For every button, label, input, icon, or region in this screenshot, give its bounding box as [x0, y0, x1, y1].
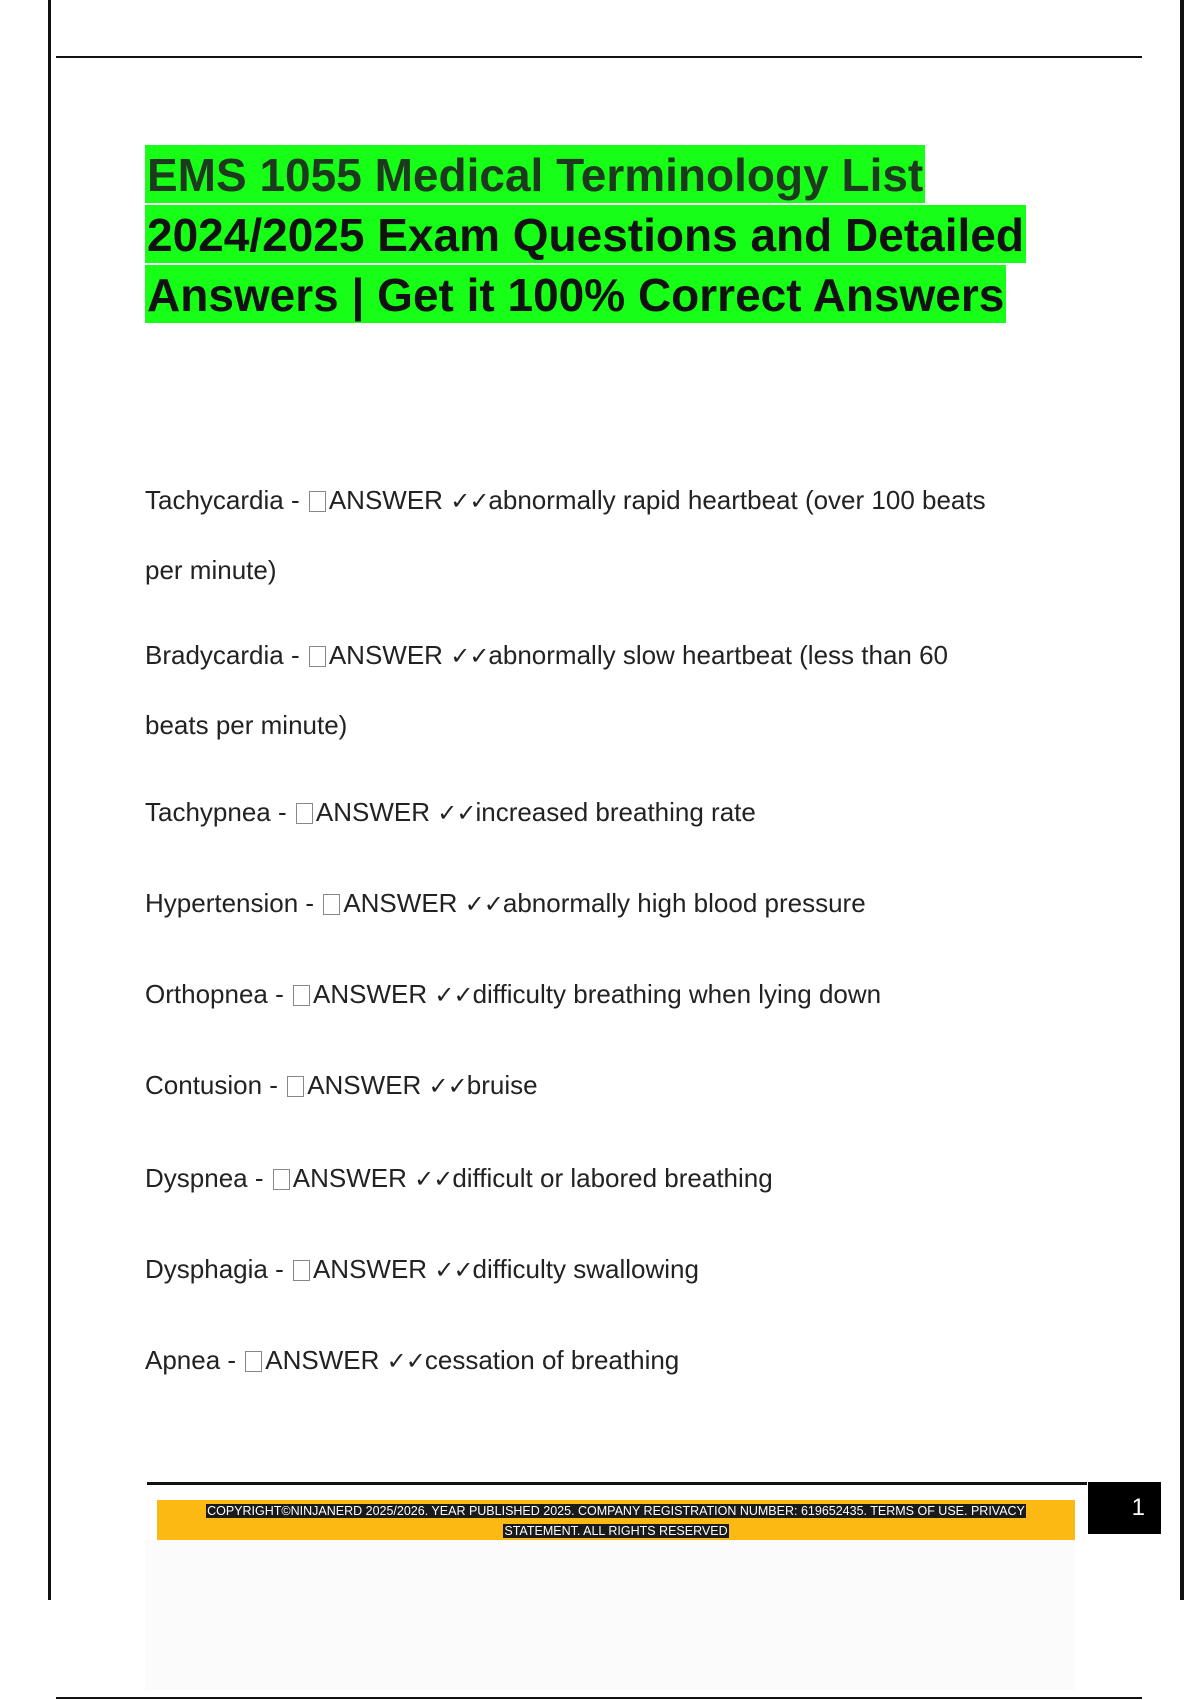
footer-line-1: COPYRIGHT©NINJANERD 2025/2026. YEAR PUBLISHED 2025. COMPANY REGISTRATION NUMBER: 619652435. TERMS OF USE. PRIVACY [207, 1504, 1025, 1518]
double-check-icon: ✓✓ [450, 487, 489, 515]
header-rule [56, 56, 1142, 58]
missing-glyph-box-icon [296, 803, 313, 824]
missing-glyph-box-icon [287, 1076, 304, 1097]
footer-rule [147, 1482, 1087, 1485]
definition-continuation: beats per minute) [145, 710, 348, 740]
page-number: 1 [1088, 1482, 1161, 1534]
answer-marker: ANSWER [328, 485, 443, 515]
definition-text: abnormally high blood pressure [502, 888, 866, 918]
term-label: Apnea - [145, 1345, 244, 1375]
missing-glyph-box-icon [293, 1260, 310, 1281]
definition-text: abnormally slow heartbeat (less than 60 [488, 640, 949, 670]
page-border-right [1180, 0, 1184, 1600]
missing-glyph-box-icon [309, 646, 326, 667]
title-line-3: Answers | Get it 100% Correct Answers [145, 265, 1006, 323]
definition-text: abnormally rapid heartbeat (over 100 beats [488, 485, 986, 515]
term-entry-tachypnea [145, 797, 756, 828]
missing-glyph-box-icon [309, 491, 326, 512]
double-check-icon: ✓✓ [428, 1072, 467, 1100]
term-label: Bradycardia - [145, 640, 307, 670]
double-check-icon: ✓✓ [434, 981, 473, 1009]
definition-text: difficult or labored breathing [452, 1163, 773, 1193]
definition-text: difficulty swallowing [472, 1254, 699, 1284]
double-check-icon: ✓✓ [450, 642, 489, 670]
answer-marker: ANSWER [312, 1254, 428, 1284]
term-label: Hypertension - [145, 888, 322, 918]
term-label: Dysphagia - [145, 1254, 291, 1284]
answer-marker: ANSWER [315, 797, 430, 827]
term-entry-orthopnea [145, 979, 881, 1010]
term-entry-hypertension [145, 888, 866, 919]
definition-text: increased breathing rate [475, 797, 756, 827]
title-line-1: EMS 1055 Medical Terminology List [145, 145, 925, 203]
double-check-icon: ✓✓ [434, 1256, 473, 1284]
answer-marker: ANSWER [292, 1163, 407, 1193]
term-label: Tachypnea - [145, 797, 294, 827]
double-check-icon: ✓✓ [414, 1165, 453, 1193]
footer-copyright-text [157, 1501, 1075, 1541]
term-entry-apnea [145, 1345, 679, 1376]
missing-glyph-box-icon [323, 894, 340, 915]
answer-marker: ANSWER [307, 1070, 422, 1100]
answer-marker: ANSWER [312, 979, 428, 1009]
term-label: Dyspnea - [145, 1163, 271, 1193]
missing-glyph-box-icon [245, 1351, 262, 1372]
answer-marker: ANSWER [343, 888, 458, 918]
term-entry-bradycardia [145, 640, 948, 671]
title-line-2: 2024/2025 Exam Questions and Detailed [145, 205, 1026, 263]
definition-text: bruise [466, 1070, 538, 1100]
term-entry-dyspnea [145, 1163, 773, 1194]
double-check-icon: ✓✓ [464, 890, 503, 918]
missing-glyph-box-icon [293, 985, 310, 1006]
term-label: Orthopnea - [145, 979, 291, 1009]
missing-glyph-box-icon [273, 1169, 290, 1190]
definition-text: difficulty breathing when lying down [472, 979, 882, 1009]
page-bottom-shade [145, 1540, 1075, 1690]
page-border-left [48, 0, 51, 1600]
definition-continuation: per minute) [145, 555, 277, 585]
document-title [145, 145, 1085, 325]
footer-line-2: STATEMENT. ALL RIGHTS RESERVED [504, 1524, 728, 1538]
term-entry-dysphagia [145, 1254, 699, 1285]
answer-marker: ANSWER [265, 1345, 380, 1375]
definition-text: cessation of breathing [424, 1345, 680, 1375]
bottom-rule [56, 1697, 1142, 1699]
answer-marker: ANSWER [328, 640, 443, 670]
double-check-icon: ✓✓ [437, 799, 476, 827]
double-check-icon: ✓✓ [386, 1347, 425, 1375]
term-label: Contusion - [145, 1070, 286, 1100]
term-entry-contusion [145, 1070, 538, 1101]
term-entry-tachycardia [145, 485, 986, 516]
term-label: Tachycardia - [145, 485, 307, 515]
